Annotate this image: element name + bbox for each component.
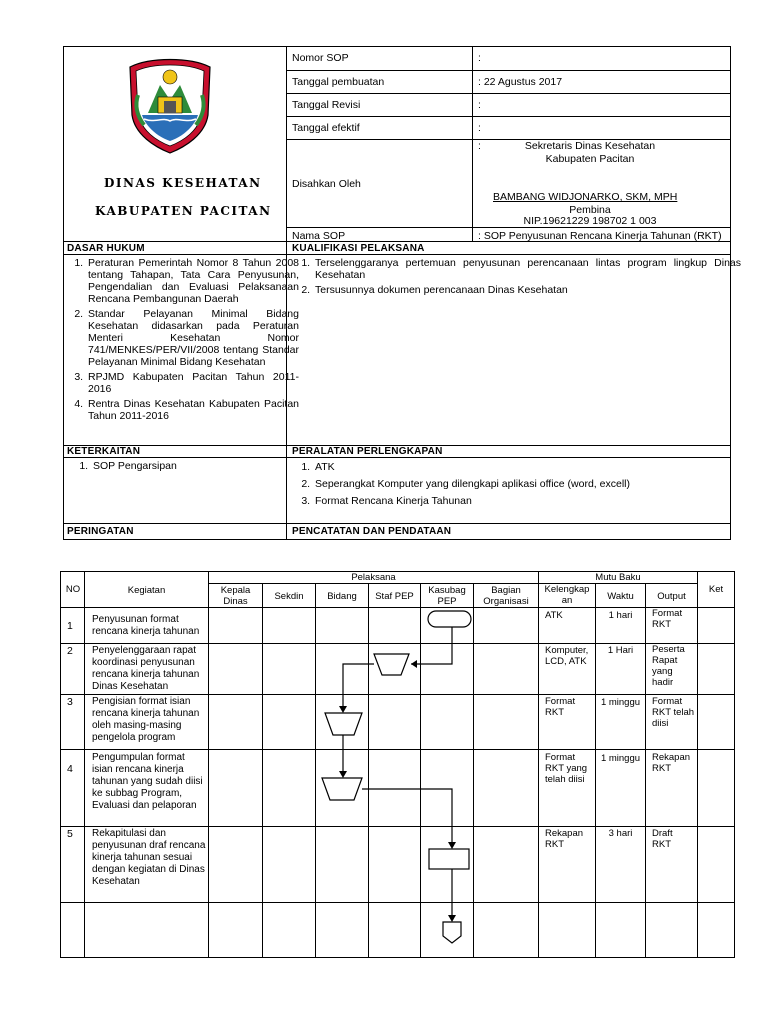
list-item: 1. ATK: [313, 460, 741, 474]
list-item: 2. Seperangkat Komputer yang dilengkapi aplikasi office (word, excell): [313, 477, 741, 491]
row-kelengkapan: Komputer, LCD, ATK: [545, 645, 589, 667]
nomor-sop-value: :: [478, 52, 481, 64]
disahkan-colon: :: [478, 140, 481, 152]
list-item: 1. Terselenggaranya pertemuan penyusunan perencanaan lintas program lingkup Dinas Kesehatan: [313, 257, 741, 281]
row-kegiatan: Pengisian format isian rencana kinerja tahunan oleh masing-masing pengelola program: [92, 696, 200, 743]
peringatan-title: PERINGATAN: [67, 526, 134, 537]
row-no: 2: [67, 645, 73, 657]
org-name-line1: DINAS KESEHATAN: [104, 176, 262, 190]
row-output: Peserta Rapat yang hadir: [652, 644, 685, 688]
row-output: Rekapan RKT: [652, 752, 691, 774]
signer-nip: NIP.19621229 198702 1 003: [523, 215, 657, 227]
flow-shapes: [322, 611, 471, 943]
kualifikasi-list: [295, 257, 741, 299]
pacitan-emblem-icon: [120, 55, 220, 155]
row-waktu: 1 minggu: [600, 697, 641, 708]
tanggal-efektif-label: Tanggal efektif: [292, 122, 360, 134]
col-kasubag-pep-header: Kasubag PEP: [428, 585, 466, 607]
row-kegiatan: Penyusunan format rencana kinerja tahunan: [92, 614, 200, 637]
row-output: Format RKT: [652, 608, 683, 630]
col-sekdin-header: Sekdin: [274, 591, 304, 602]
row-kelengkapan: ATK: [545, 610, 563, 621]
tanggal-efektif-value: :: [478, 122, 481, 134]
org-name-line2: KABUPATEN PACITAN: [95, 204, 272, 218]
kualifikasi-title: KUALIFIKASI PELAKSANA: [292, 243, 425, 254]
row-no: 1: [67, 620, 73, 632]
list-item: 2. Tersusunnya dokumen perencanaan Dinas Kesehatan: [313, 284, 741, 296]
col-kepala-dinas-header: Kepala Dinas: [220, 585, 251, 607]
list-item: 2. Standar Pelayanan Minimal Bidang Kesehatan didasarkan pada Peraturan Menteri Kesehatan Nomor 741/MENKES/PER/VII/2008 tentang Standar Pelayanan Minimal Bidang Kesehatan: [86, 308, 299, 368]
col-kegiatan-header: Kegiatan: [127, 585, 166, 596]
row-no: 4: [67, 763, 73, 775]
row-kegiatan: Rekapitulasi dan penyusunan draf rencana kinerja tahunan sesuai dengan kegiatan di Dinas Kesehatan: [92, 828, 206, 887]
row-waktu: 1 hari: [608, 610, 633, 621]
col-staf-pep-header: Staf PEP: [375, 591, 414, 602]
row-kegiatan: Pengumpulan format isian rencana kinerja tahunan yang sudah diisi ke subbag Program, Evaluasi dan pelaporan: [92, 752, 203, 811]
col-waktu-header: Waktu: [607, 591, 634, 602]
process-box-5: [429, 849, 469, 869]
tanggal-revisi-label: Tanggal Revisi: [292, 99, 361, 111]
offpage-connector: [443, 922, 461, 943]
tanggal-revisi-value: :: [478, 99, 481, 111]
row-kelengkapan: Format RKT: [545, 696, 576, 718]
disahkan-line1: Sekretaris Dinas Kesehatan: [524, 140, 656, 152]
col-no-header: NO: [65, 584, 81, 595]
process-trapezoid-2: [374, 654, 409, 675]
row-waktu: 1 Hari: [607, 645, 634, 656]
keterkaitan-title: KETERKAITAN: [67, 446, 141, 457]
peralatan-list: [295, 460, 741, 511]
disahkan-line2: Kabupaten Pacitan: [545, 153, 635, 165]
process-trapezoid-4: [322, 778, 362, 800]
list-item: 3. Format Rencana Kinerja Tahunan: [313, 494, 741, 508]
col-mutu-baku-header: Mutu Baku: [595, 572, 641, 583]
peralatan-title: PERALATAN PERLENGKAPAN: [292, 446, 443, 457]
row-output: Format RKT telah diisi: [652, 696, 695, 729]
pencatatan-title: PENCATATAN DAN PENDATAAN: [292, 526, 452, 537]
nama-sop-label: Nama SOP: [292, 230, 346, 242]
start-terminator: [428, 611, 471, 627]
signer-name: BAMBANG WIDJONARKO, SKM, MPH: [493, 191, 678, 203]
col-pelaksana-header: Pelaksana: [351, 572, 396, 583]
dasar-hukum-list: [68, 257, 299, 425]
row-no: 3: [67, 696, 73, 708]
row-kelengkapan: Format RKT yang telah diisi: [545, 752, 588, 785]
row-kegiatan: Penyelenggaraan rapat koordinasi penyusunan rencana kinerja tahunan Dinas Kesehatan: [92, 645, 200, 692]
process-trapezoid-3: [325, 713, 362, 735]
row-output: Draft RKT: [652, 828, 673, 850]
row-no: 5: [67, 828, 73, 840]
keterkaitan-list: [73, 460, 299, 475]
col-bagian-organisasi-header: Bagian Organisasi: [483, 585, 529, 607]
col-ket-header: Ket: [708, 584, 724, 595]
list-item: 1. Peraturan Pemerintah Nomor 8 Tahun 2008 tentang Tahapan, Tata Cara Penyusunan, Pengendalian dan Evaluasi Pelaksanaan Rencana Pembangunan Daerah: [86, 257, 299, 305]
dasar-hukum-title: DASAR HUKUM: [67, 243, 145, 254]
disahkan-label: Disahkan Oleh: [292, 178, 361, 190]
tanggal-pembuatan-label: Tanggal pembuatan: [292, 76, 385, 88]
col-bidang-header: Bidang: [327, 591, 357, 602]
row-waktu: 1 minggu: [600, 753, 641, 764]
list-item: 3. RPJMD Kabupaten Pacitan Tahun 2011-2016: [86, 371, 299, 395]
nomor-sop-label: Nomor SOP: [292, 52, 349, 64]
list-item: 1. SOP Pengarsipan: [91, 460, 299, 472]
tanggal-pembuatan-value: : 22 Agustus 2017: [478, 76, 563, 88]
signer-rank: Pembina: [569, 204, 611, 216]
nama-sop-value: : SOP Penyusunan Rencana Kinerja Tahunan (RKT): [478, 230, 722, 242]
row-waktu: 3 hari: [608, 828, 633, 839]
row-kelengkapan: Rekapan RKT: [545, 828, 584, 850]
col-output-header: Output: [657, 591, 686, 602]
list-item: 4. Rentra Dinas Kesehatan Kabupaten Pacitan Tahun 2011-2016: [86, 398, 299, 422]
col-kelengkapan-header: Kelengkap an: [544, 584, 590, 606]
